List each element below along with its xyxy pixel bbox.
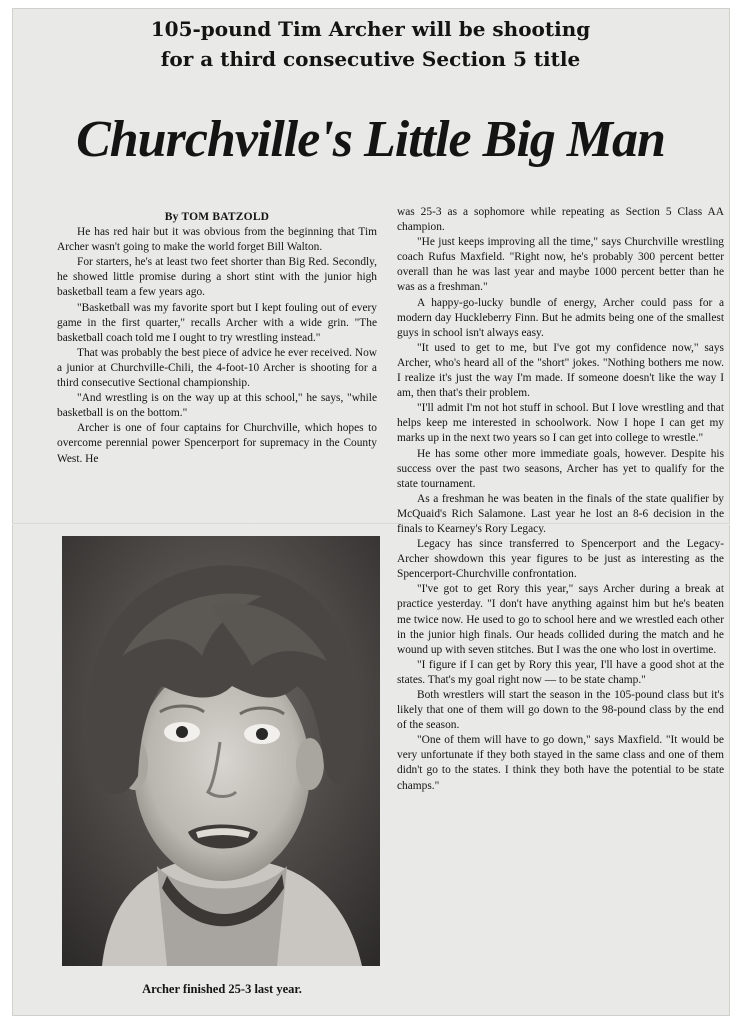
byline: By TOM BATZOLD bbox=[164, 211, 270, 223]
article-paragraph: Both wrestlers will start the season in the 105-pound class but it's likely that one of them will go down to the 98-pound class by the end of the season. bbox=[397, 689, 724, 732]
article-paragraph: "I've got to get Rory this year," says Archer during a break at practice yesterday. "I don't have anything against him but he's beaten me twice now. He used to go to school here and we wrestled each other in the junior high finals. Our heads collided during the match and he wound up with seven stitches. But I was the one who lost in overtime. bbox=[397, 583, 724, 656]
article-paragraph: "He just keeps improving all the time," says Churchville wrestling coach Rufus Maxfield. "Right now, he's probably 300 percent better overall than he was last year and maybe 1000 percent better than he was as a freshman." bbox=[397, 236, 724, 294]
article-paragraph: "It used to get to me, but I've got my confidence now," says Archer, who's heard all of the "short" jokes. "Nothing bothers me now. I realize it's just the way I'm made. If someone doesn't like the way I am, then that's their problem. bbox=[397, 341, 724, 400]
article-paragraph: "I'll admit I'm not hot stuff in school. But I love wrestling and that helps keep me interested in schoolwork. Now I hope I can get my marks up in the next two years so I can get into college to wrestle." bbox=[397, 402, 724, 445]
article-paragraph-continued: was 25-3 as a sophomore while repeating as Section 5 Class AA champion. bbox=[397, 206, 724, 234]
article-paragraph: A happy-go-lucky bundle of energy, Archer could pass for a modern day Huckleberry Finn. But he admits being one of the smallest guys in school isn't always easy. bbox=[397, 296, 724, 339]
article-paragraph: That was probably the best piece of advice he ever received. Now a junior at Churchville-Chili, the 4-foot-10 Archer is shooting for a third consecutive Sectional championship. bbox=[57, 346, 377, 390]
photo-caption: Archer finished 25-3 last year. bbox=[142, 982, 302, 996]
article-paragraph: As a freshman he was beaten in the finals of the state qualifier by McQuaid's Rich Salamone. Last year he lost an 8-6 decision in the finals to Kearney's Rory Legacy. bbox=[397, 492, 724, 535]
article-paragraph: For starters, he's at least two feet shorter than Big Red. Secondly, he showed little promise during a short stint with the junior high basketball team a few years ago. bbox=[57, 256, 377, 299]
article-paragraph: He has red hair but it was obvious from the beginning that Tim Archer wasn't going to make the world forget Bill Walton. bbox=[57, 226, 377, 254]
deck-headline bbox=[0, 14, 741, 74]
portrait-illustration bbox=[62, 536, 380, 966]
article-paragraph: "And wrestling is on the way up at this school," he says, "while basketball is on the bottom." bbox=[57, 392, 377, 420]
main-headline: Churchville's Little Big Man bbox=[76, 111, 665, 168]
deck-line-1: 105-pound Tim Archer will be shooting bbox=[150, 17, 591, 41]
portrait-photo bbox=[62, 536, 380, 966]
article-paragraph: "I figure if I can get by Rory this year, I'll have a good shot at the states. That's my goal right now — to be state champ." bbox=[397, 658, 724, 686]
article-column-left bbox=[57, 210, 377, 467]
article-paragraph: He has some other more immediate goals, however. Despite his success over the past two seasons, Archer has yet to qualify for the state tournament. bbox=[397, 447, 724, 490]
article-paragraph: Archer is one of four captains for Churchville, which hopes to overcome perennial power Spencerport for supremacy in the County West. He bbox=[57, 422, 377, 465]
deck-line-2: for a third consecutive Section 5 title bbox=[160, 47, 581, 71]
article-paragraph: "One of them will have to go down," says Maxfield. "It would be very unfortunate if they both stayed in the same class and one of them didn't go to the states. I think they both have the potential to be state champs." bbox=[397, 734, 724, 792]
article-paragraph: "Basketball was my favorite sport but I kept fouling out of every game in the first quarter," recalls Archer with a wide grin. "The basketball coach told me I ought to try wrestling instead." bbox=[57, 301, 377, 344]
article-column-right bbox=[397, 205, 724, 794]
article-paragraph: Legacy has since transferred to Spencerport and the Legacy-Archer showdown this year figures to be just as interesting as the Spencerport-Churchville confrontation. bbox=[397, 538, 724, 581]
